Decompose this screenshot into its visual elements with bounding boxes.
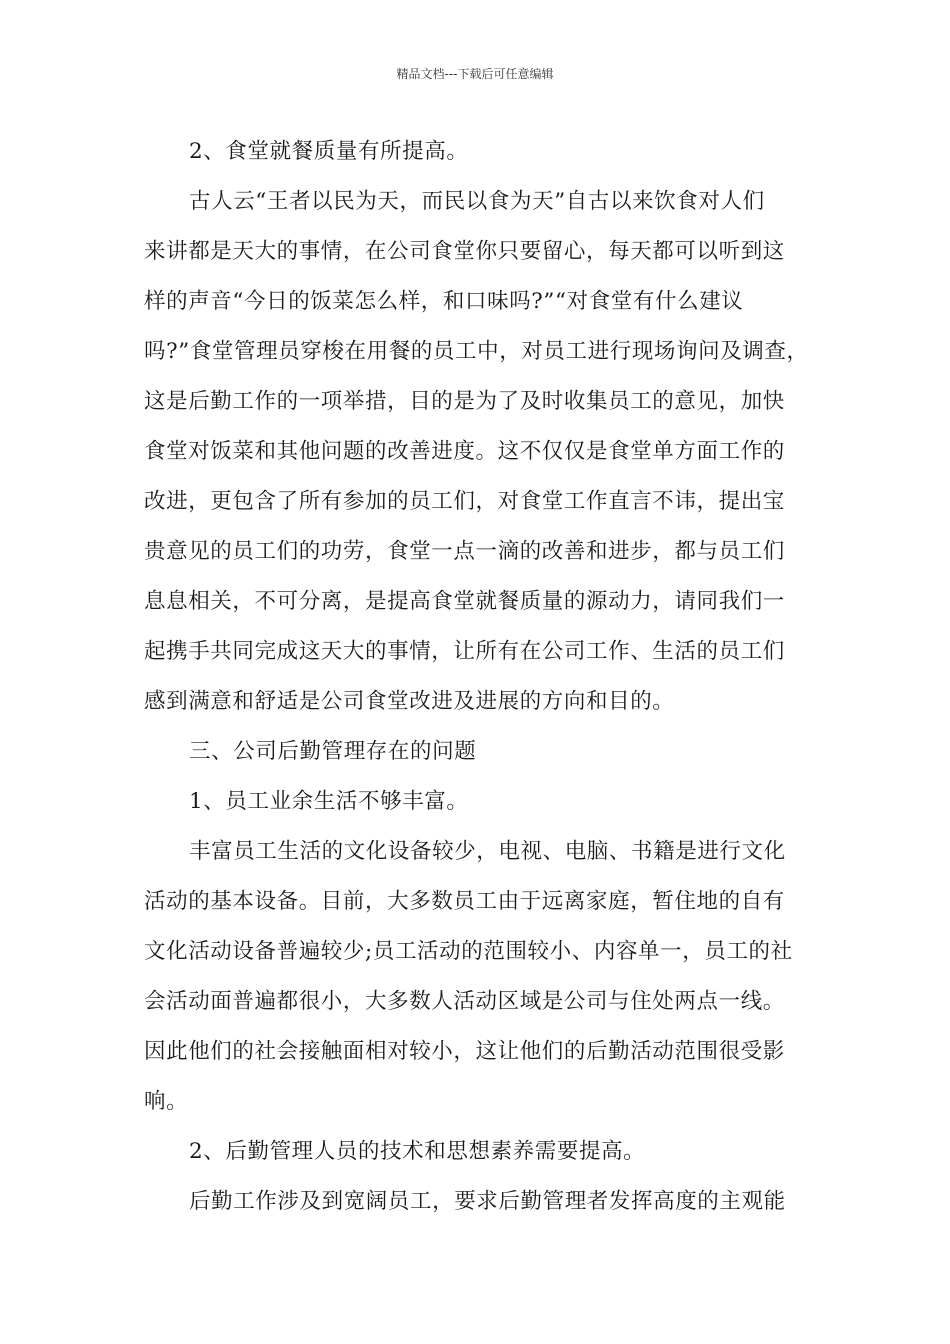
paragraph-line: 食堂对饭菜和其他问题的改善进度。这不仅仅是食堂单方面工作的 xyxy=(144,439,785,464)
paragraph-line: 古人云“王者以民为天，而民以食为天”自古以来饮食对人们 xyxy=(189,189,765,214)
paragraph-line: 会活动面普遍都很小，大多数人活动区域是公司与住处两点一线。 xyxy=(144,989,785,1014)
paragraph-line: 来讲都是天大的事情，在公司食堂你只要留心，每天都可以听到这 xyxy=(144,239,785,264)
heading-staff-quality: 2、后勤管理人员的技术和思想素养需要提高。 xyxy=(189,1139,646,1164)
paragraph-line: 样的声音“今日的饭菜怎么样，和口味吗?”“对食堂有什么建议 xyxy=(144,289,744,314)
paragraph-line: 后勤工作涉及到宽阔员工，要求后勤管理者发挥高度的主观能 xyxy=(189,1189,786,1214)
paragraph-line: 丰富员工生活的文化设备较少，电视、电脑、书籍是进行文化 xyxy=(189,839,786,864)
paragraph-line: 这是后勤工作的一项举措，目的是为了及时收集员工的意见，加快 xyxy=(144,389,785,414)
paragraph-line: 文化活动设备普遍较少;员工活动的范围较小、内容单一，员工的社 xyxy=(144,939,793,964)
page-header: 精品文档---下载后可任意编辑 xyxy=(396,67,554,81)
paragraph-line: 感到满意和舒适是公司食堂改进及进展的方向和目的。 xyxy=(144,689,675,714)
paragraph-line: 起携手共同完成这天大的事情，让所有在公司工作、生活的员工们 xyxy=(144,639,785,664)
paragraph-line: 息息相关，不可分离，是提高食堂就餐质量的源动力，请同我们一 xyxy=(144,589,785,614)
heading-canteen-quality: 2、食堂就餐质量有所提高。 xyxy=(189,139,469,164)
paragraph-line: 吗?”食堂管理员穿梭在用餐的员工中，对员工进行现场询问及调查， xyxy=(144,339,809,364)
section-heading-problems: 三、公司后勤管理存在的问题 xyxy=(189,739,477,764)
paragraph-line: 改进，更包含了所有参加的员工们，对食堂工作直言不讳，提出宝 xyxy=(144,489,785,514)
heading-leisure-life: 1、员工业余生活不够丰富。 xyxy=(189,789,469,814)
paragraph-line: 贵意见的员工们的功劳，食堂一点一滴的改善和进步，都与员工们 xyxy=(144,539,785,564)
paragraph-line: 响。 xyxy=(144,1089,189,1114)
document-body xyxy=(144,127,814,1227)
paragraph-line: 因此他们的社会接触面相对较小，这让他们的后勤活动范围很受影 xyxy=(144,1039,785,1064)
paragraph-line: 活动的基本设备。目前，大多数员工由于远离家庭，暂住地的自有 xyxy=(144,889,785,914)
